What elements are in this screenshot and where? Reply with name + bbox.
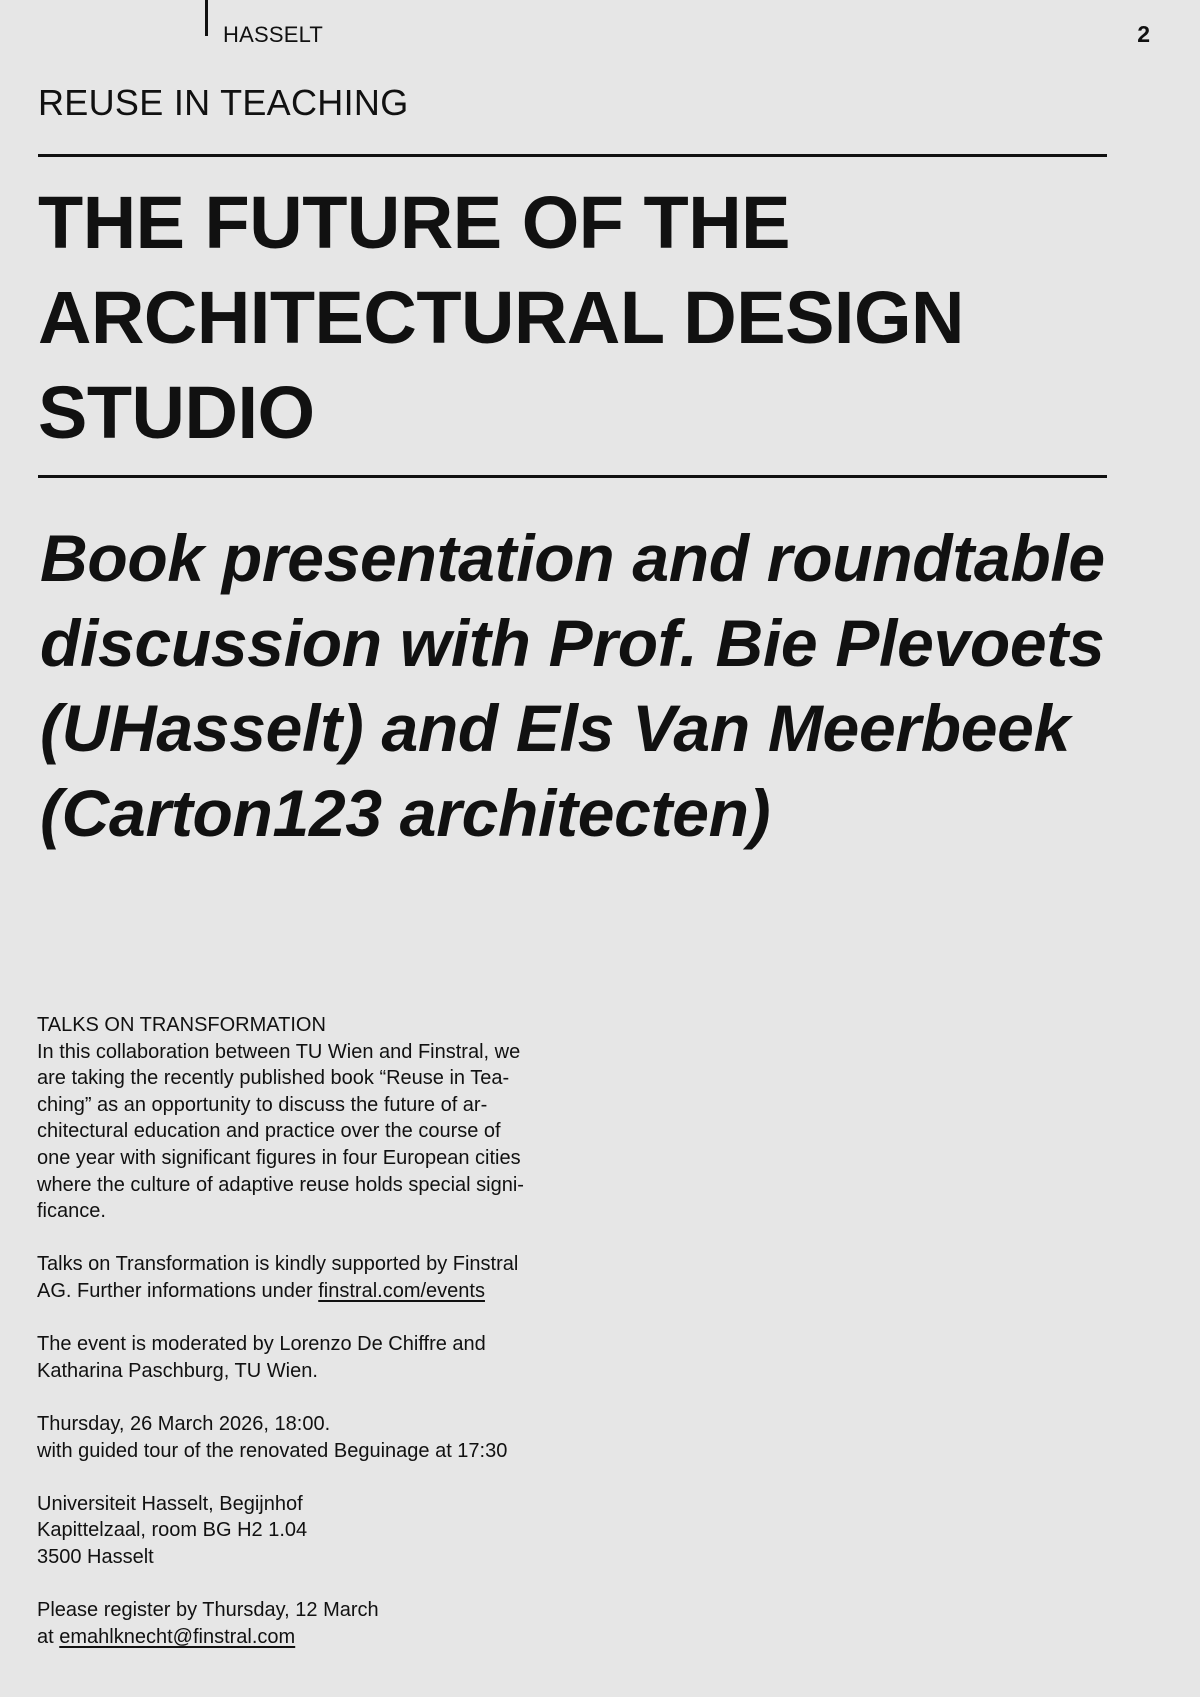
support-paragraph	[37, 1251, 597, 1304]
header-vertical-mark	[205, 0, 208, 36]
intro-paragraph	[37, 1012, 597, 1225]
main-title	[38, 175, 1138, 460]
support-line: Talks on Transformation is kindly supported by Finstral	[37, 1253, 519, 1276]
event-details	[37, 1012, 597, 1677]
registration-line: Please register by Thursday, 12 March	[37, 1599, 379, 1622]
main-title-line: ARCHITECTURAL DESIGN	[38, 276, 964, 359]
subtitle-line: discussion with Prof. Bie Plevoets	[40, 606, 1105, 680]
venue-line: Kapittelzaal, room BG H2 1.04	[37, 1519, 308, 1542]
page-number: 2	[1137, 21, 1150, 47]
divider-bottom	[38, 475, 1107, 478]
main-title-line: THE FUTURE OF THE	[38, 181, 791, 264]
header-location: HASSELT	[223, 22, 324, 47]
intro-line: are taking the recently published book “Reuse in Tea-	[37, 1067, 510, 1090]
moderation-line: The event is moderated by Lorenzo De Chiffre and	[37, 1333, 486, 1356]
series-title: REUSE IN TEACHING	[38, 82, 409, 123]
divider-top	[38, 154, 1107, 157]
intro-line: ching” as an opportunity to discuss the future of ar-	[37, 1093, 488, 1116]
subtitle-line: (Carton123 architecten)	[40, 776, 771, 850]
registration-paragraph	[37, 1597, 597, 1650]
registration-prefix: at	[37, 1625, 60, 1648]
registration-email-link[interactable]: emahlknecht@finstral.com	[59, 1625, 296, 1648]
guided-tour: with guided tour of the renovated Beguinage at 17:30	[37, 1439, 508, 1462]
support-line	[37, 1278, 597, 1305]
support-text: AG. Further informations under	[37, 1279, 319, 1302]
intro-line: chitectural education and practice over the course of	[37, 1120, 501, 1143]
event-subtitle	[40, 516, 1180, 856]
events-link[interactable]: finstral.com/events	[318, 1279, 485, 1302]
event-date: Thursday, 26 March 2026, 18:00.	[37, 1412, 331, 1435]
intro-heading: TALKS ON TRANSFORMATION	[37, 1014, 326, 1036]
venue-line: 3500 Hasselt	[37, 1545, 154, 1568]
intro-line: where the culture of adaptive reuse holds special signi-	[37, 1173, 524, 1196]
subtitle-line: (UHasselt) and Els Van Meerbeek	[40, 691, 1070, 765]
venue-line: Universiteit Hasselt, Begijnhof	[37, 1492, 303, 1515]
schedule-paragraph	[37, 1411, 597, 1464]
intro-line: In this collaboration between TU Wien and Finstral, we	[37, 1040, 521, 1063]
main-title-line: STUDIO	[38, 371, 315, 454]
subtitle-line: Book presentation and roundtable	[40, 521, 1105, 595]
registration-line	[37, 1624, 597, 1651]
moderation-line: Katharina Paschburg, TU Wien.	[37, 1359, 318, 1382]
venue-paragraph	[37, 1491, 597, 1571]
intro-line: ficance.	[37, 1200, 106, 1223]
moderation-paragraph	[37, 1331, 597, 1384]
intro-line: one year with significant figures in four European cities	[37, 1146, 521, 1169]
